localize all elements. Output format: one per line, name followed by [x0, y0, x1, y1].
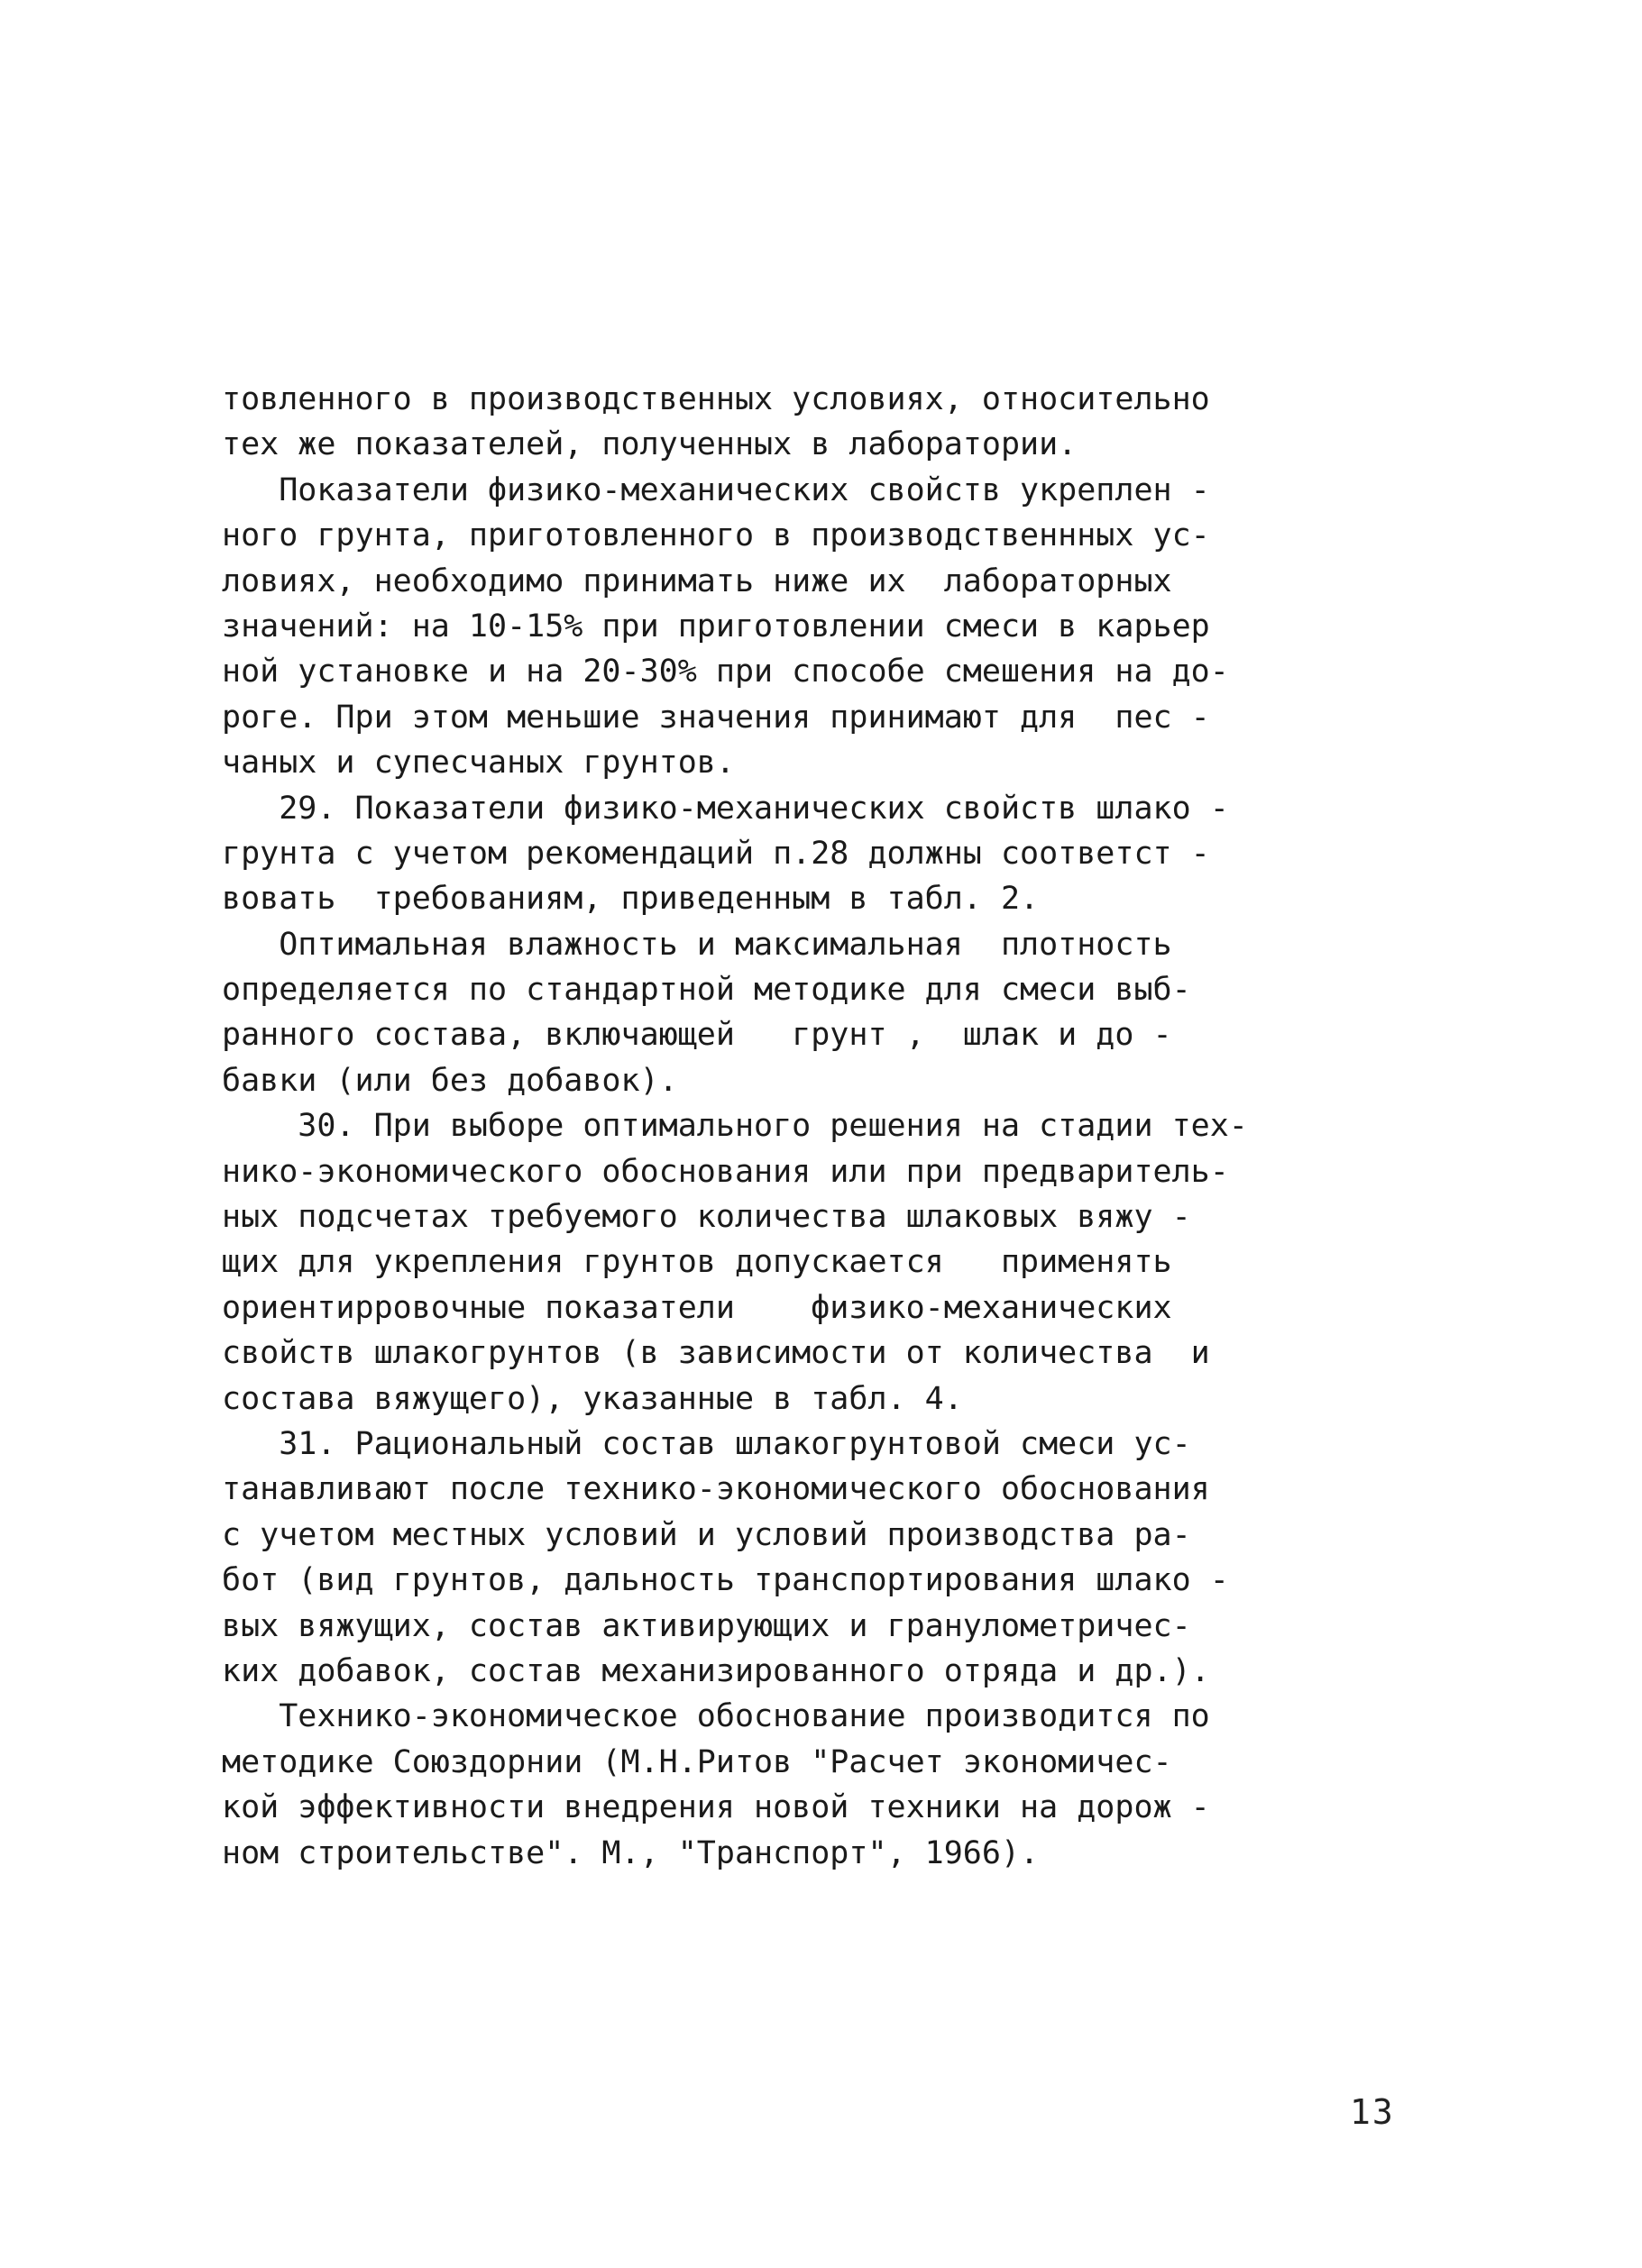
text-line: вовать требованиям, приведенным в табл. 2. [222, 881, 1040, 918]
text-line: определяется по стандартной методике для смеси выб- [222, 972, 1191, 1009]
text-line: танавливают после технико-экономического обоснования [222, 1471, 1210, 1508]
text-line: ких добавок, состав механизированного отряда и др.). [222, 1652, 1210, 1689]
text-line: вых вяжущих, состав активирующих и гранулометричес- [222, 1607, 1191, 1644]
text-line: значений: на 10-15% при приготовлении смеси в карьер [222, 608, 1210, 645]
text-line: 30. При выборе оптимального решения на стадии тех- [222, 1108, 1248, 1145]
text-line: 29. Показатели физико-механических свойств шлако - [222, 790, 1229, 827]
text-line: с учетом местных условий и условий производства ра- [222, 1516, 1191, 1553]
text-line: ориентирровочные показатели физико-механических [222, 1289, 1172, 1326]
text-line: Показатели физико-механических свойств укреплен - [222, 471, 1210, 508]
text-line: Оптимальная влажность и максимальная плотность [222, 926, 1172, 963]
text-line: тех же показателей, полученных в лаборатории. [222, 426, 1078, 463]
text-line: ном строительстве". М., "Транспорт", 1966). [222, 1834, 1040, 1871]
text-line: 31. Рациональный состав шлакогрунтовой смеси ус- [222, 1425, 1191, 1462]
page-number: 13 [1350, 2092, 1395, 2132]
text-line: чаных и супесчаных грунтов. [222, 745, 735, 782]
text-line: бот (вид грунтов, дальность транспортирования шлако - [222, 1562, 1229, 1599]
text-line: методике Союздорнии (М.Н.Ритов "Расчет экономичес- [222, 1743, 1172, 1780]
text-line: товленного в производственных условиях, относительно [222, 381, 1210, 417]
text-line: нико-экономического обоснования или при предваритель- [222, 1153, 1229, 1190]
text-line: ного грунта, приготовленного в производственнных ус- [222, 517, 1210, 554]
text-line: бавки (или без добавок). [222, 1062, 678, 1099]
text-line: щих для укрепления грунтов допускается применять [222, 1244, 1172, 1281]
body-text [222, 377, 1430, 1876]
text-line: ной установке и на 20-30% при способе смешения на до- [222, 654, 1229, 690]
text-line: ловиях, необходимо принимать ниже их лабораторных [222, 562, 1172, 599]
text-line: Технико-экономическое обоснование производится по [222, 1698, 1210, 1735]
text-line: ранного состава, включающей грунт , шлак и до - [222, 1017, 1172, 1054]
text-line: ных подсчетах требуемого количества шлаковых вяжу - [222, 1199, 1191, 1236]
text-line: грунта с учетом рекомендаций п.28 должны соответст - [222, 835, 1210, 872]
text-line: свойств шлакогрунтов (в зависимости от количества и [222, 1335, 1210, 1372]
text-line: состава вяжущего), указанные в табл. 4. [222, 1380, 963, 1417]
text-line: кой эффективности внедрения новой техники на дорож - [222, 1789, 1210, 1826]
text-line: роге. При этом меньшие значения принимают для пес - [222, 699, 1210, 736]
